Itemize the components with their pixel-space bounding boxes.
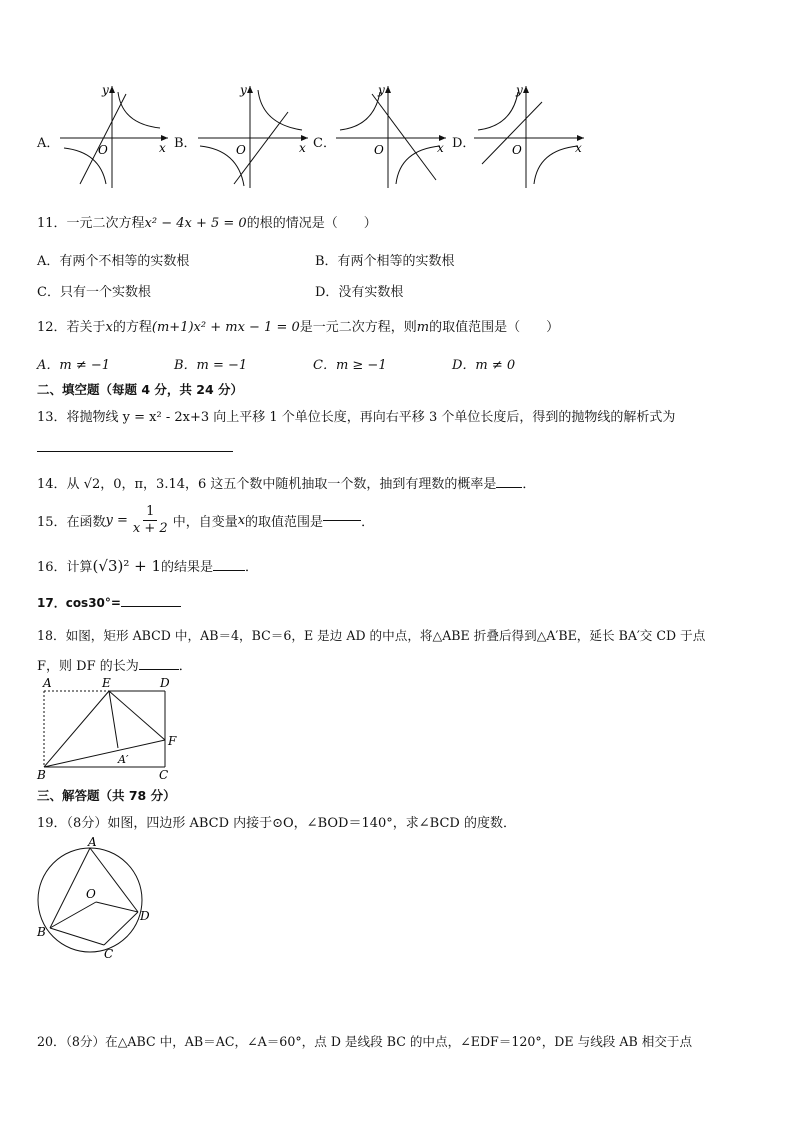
label-a: A [88,835,97,849]
q15-suffix: 的取值范围是 [245,515,324,530]
y-axis-label: y [378,84,385,97]
label-b: B [37,768,46,782]
option-c-label: C． [313,136,336,151]
q15-denominator: x + 2 [132,521,168,536]
origin-label: O [512,143,522,157]
q15-prefix: 15．在函数 [37,515,106,530]
q14-text: 14．从 √2，0，π，3.14，6 这五个数中随机抽取一个数，抽到有理数的概率是 [37,477,497,492]
label-b: B [37,925,46,939]
question-12 [37,316,559,335]
q18-end: ． [178,659,192,674]
option-b-label: B． [174,136,197,151]
q12-mid2: 是一元二次方程，则 [299,320,417,335]
q12-option-d: D．m ≠ 0 [452,358,516,373]
q16-suffix: 的结果是 [161,560,214,575]
y-axis-label: y [516,84,523,97]
q16-prefix: 16．计算 [37,560,93,575]
section-3-heading: 三、解答题（共 78 分） [37,788,176,803]
label-a-prime: A′ [118,753,129,766]
q12-prefix: 12．若关于 [37,320,106,335]
q12-suffix: 的取值范围是（ ） [429,320,560,335]
x-axis-label: x [437,141,444,155]
q12-equation: (m+1)x² + mx − 1 = 0 [151,320,300,335]
q11-option-c: C．只有一个实数根 [37,285,151,300]
question-13: 13．将抛物线 y = x² - 2x+3 向上平移 1 个单位长度，再向右平移 3 个单位长度后，得到的抛物线的解析式为 [37,410,676,425]
q18-line2-text: F，则 DF 的长为 [37,659,139,674]
q16-answer-blank [213,570,245,571]
y-axis-label: y [102,84,109,97]
q11-equation: x² − 4x + 5 = 0 [144,216,247,231]
q18-rectangle-figure [34,674,186,784]
section-2-heading: 二、填空题（每题 4 分，共 24 分） [37,382,244,397]
origin-label: O [98,143,108,157]
question-15 [37,504,374,537]
option-a-label: A． [37,136,60,151]
graph-d [474,84,586,190]
origin-label: O [236,143,246,157]
q11-suffix: 的根的情况是（ ） [246,216,377,231]
y-axis-label: y [240,84,247,97]
question-17 [37,594,181,611]
q13-answer-blank [37,451,233,452]
x-axis-label: x [299,141,306,155]
option-d-label: D． [452,136,476,151]
q12-var-x: x [105,320,113,335]
q12-option-b: B．m = −1 [174,358,248,373]
label-f: F [168,734,177,748]
label-c: C [104,947,114,961]
q14-answer-blank [496,487,522,488]
graph-b [198,84,310,190]
question-20: 20．（8分）在△ABC 中，AB＝AC，∠A＝60°，点 D 是线段 BC 的中点，∠EDF＝120°，DE 与线段 AB 相交于点 [37,1034,693,1049]
q12-option-c: C．m ≥ −1 [313,358,387,373]
label-d: D [160,676,170,690]
question-19: 19．（8分）如图，四边形 ABCD 内接于⊙O，∠BOD＝140°，求∠BCD 的度数． [37,816,516,831]
q15-mid: 中，自变量 [172,515,238,530]
x-axis-label: x [159,141,166,155]
label-a: A [43,676,52,690]
q12-mid1: 的方程 [112,320,152,335]
q15-answer-blank [323,520,361,521]
q11-option-d: D．没有实数根 [315,285,404,300]
q11-prefix: 11．一元二次方程 [37,216,145,231]
label-o: O [86,887,96,901]
q15-end: ． [361,515,375,530]
q11-option-a: A．有两个不相等的实数根 [37,254,190,269]
question-14 [37,473,535,492]
label-e: E [102,676,111,690]
question-18-line2 [37,655,192,674]
q15-y-eq: y = [105,513,128,528]
question-18-line1: 18．如图，矩形 ABCD 中，AB＝4，BC＝6，E 是边 AD 的中点，将△ABE 折叠后得到△A′BE，延长 BA′交 CD 于点 [37,628,706,643]
q15-var: x [237,513,246,528]
q15-numerator: 1 [143,504,157,521]
q17-text: 17．cos30°= [37,596,121,610]
q12-var-m: m [416,320,430,335]
question-11 [37,212,377,231]
q19-circle-figure [32,832,158,962]
label-d: D [140,909,150,923]
q12-option-a: A．m ≠ −1 [37,358,111,373]
q16-end: ． [245,560,259,575]
label-c: C [159,768,169,782]
q18-answer-blank [139,669,179,670]
q14-end: ． [522,477,536,492]
q16-expression: (√3)² + 1 [92,557,162,575]
graph-c [336,84,448,190]
q15-fraction [130,504,171,537]
x-axis-label: x [575,141,582,155]
origin-label: O [374,143,384,157]
question-16 [37,556,258,575]
q17-answer-blank [121,606,181,607]
q11-option-b: B．有两个相等的实数根 [315,254,455,269]
graph-a [60,84,170,190]
